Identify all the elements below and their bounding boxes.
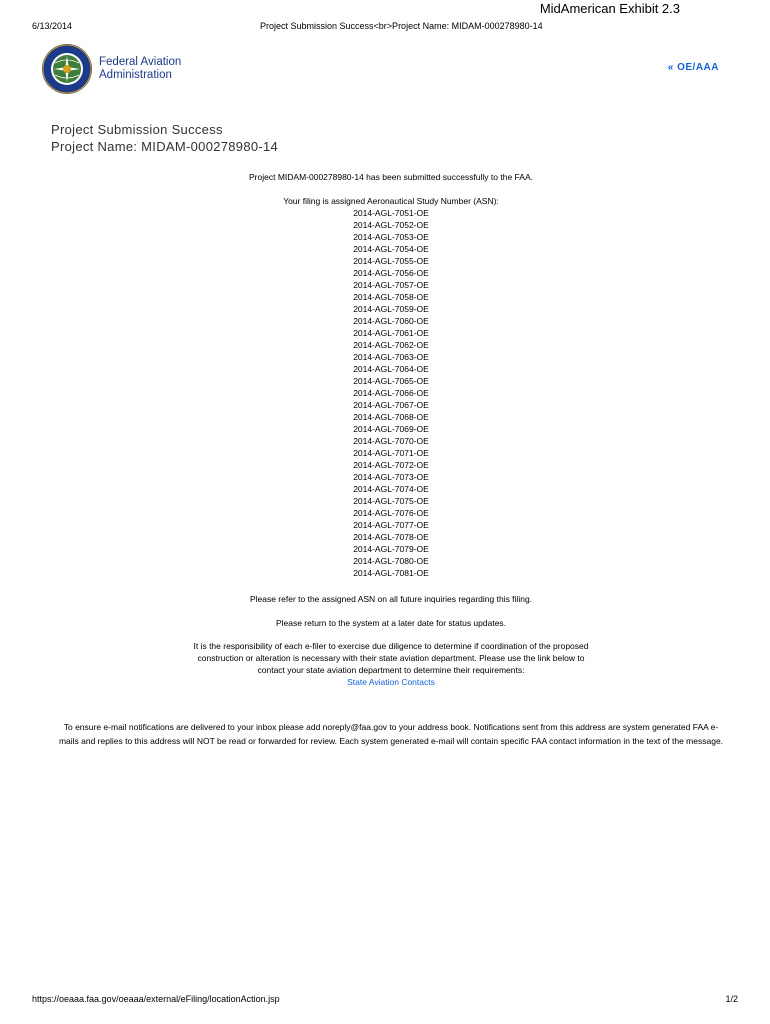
print-date: 6/13/2014 (32, 21, 73, 31)
asn-item: 2014-AGL-7077-OE (353, 520, 429, 530)
page-title-line2: Project Name: MIDAM-000278980-14 (51, 139, 279, 154)
asn-item: 2014-AGL-7058-OE (353, 292, 429, 302)
asn-item: 2014-AGL-7078-OE (353, 532, 429, 542)
asn-item: 2014-AGL-7065-OE (353, 376, 429, 386)
faa-seal-logo (41, 43, 93, 95)
asn-item: 2014-AGL-7055-OE (353, 256, 429, 266)
asn-item: 2014-AGL-7081-OE (353, 568, 429, 578)
asn-item: 2014-AGL-7056-OE (353, 268, 429, 278)
asn-item: 2014-AGL-7075-OE (353, 496, 429, 506)
oe-aaa-link[interactable]: « OE/AAA (667, 62, 719, 73)
asn-item: 2014-AGL-7072-OE (353, 460, 429, 470)
asn-item: 2014-AGL-7069-OE (353, 424, 429, 434)
asn-item: 2014-AGL-7053-OE (353, 232, 429, 242)
responsibility-line3: contact your state aviation department to determine their requirements: (257, 665, 525, 675)
page-number: 1/2 (725, 994, 738, 1004)
asn-item: 2014-AGL-7066-OE (353, 388, 429, 398)
submitted-message: Project MIDAM-000278980-14 has been submitted successfully to the FAA. (249, 172, 533, 182)
responsibility-notice (30, 640, 752, 688)
asn-item: 2014-AGL-7063-OE (353, 352, 429, 362)
refer-message: Please refer to the assigned ASN on all future inquiries regarding this filing. (249, 594, 533, 604)
asn-item: 2014-AGL-7060-OE (353, 316, 429, 326)
page-title (51, 121, 278, 155)
asn-item: 2014-AGL-7054-OE (353, 244, 429, 254)
asn-item: 2014-AGL-7051-OE (353, 208, 429, 218)
page-title-line1: Project Submission Success (51, 122, 223, 137)
agency-name-line1: Federal Aviation (99, 56, 182, 68)
asn-item: 2014-AGL-7067-OE (353, 400, 429, 410)
print-page-title: Project Submission Success<br>Project Name: MIDAM-000278980-14 (260, 21, 543, 31)
asn-item: 2014-AGL-7064-OE (353, 364, 429, 374)
footer-url: https://oeaaa.faa.gov/oeaaa/external/eFiling/locationAction.jsp (32, 994, 280, 1004)
asn-item: 2014-AGL-7071-OE (353, 448, 429, 458)
responsibility-line2: construction or alteration is necessary with their state aviation department. Please use the link below to (197, 653, 585, 663)
asn-item: 2014-AGL-7080-OE (353, 556, 429, 566)
asn-intro: Your filing is assigned Aeronautical Study Number (ASN): (283, 196, 499, 206)
asn-item: 2014-AGL-7074-OE (353, 484, 429, 494)
asn-item: 2014-AGL-7068-OE (353, 412, 429, 422)
state-aviation-contacts-link[interactable]: State Aviation Contacts (347, 677, 435, 687)
asn-list (30, 207, 752, 579)
asn-item: 2014-AGL-7057-OE (353, 280, 429, 290)
responsibility-line1: It is the responsibility of each e-filer to exercise due diligence to determine if coordination of the proposed (193, 641, 589, 651)
email-notice: To ensure e-mail notifications are delivered to your inbox please add noreply@faa.gov to your address book. Notifications sent from this address are system generated FAA e-mails and replies to this address will NOT be read or forwarded for review. Each system generated e-mail will contain specific FAA contact information in the text of the message. (58, 722, 724, 746)
asn-item: 2014-AGL-7062-OE (353, 340, 429, 350)
asn-item: 2014-AGL-7059-OE (353, 304, 429, 314)
return-message: Please return to the system at a later date for status updates. (275, 618, 507, 628)
agency-name-line2: Administration (99, 69, 172, 81)
asn-item: 2014-AGL-7061-OE (353, 328, 429, 338)
asn-item: 2014-AGL-7073-OE (353, 472, 429, 482)
asn-item: 2014-AGL-7079-OE (353, 544, 429, 554)
asn-section (30, 195, 752, 579)
asn-item: 2014-AGL-7076-OE (353, 508, 429, 518)
asn-item: 2014-AGL-7052-OE (353, 220, 429, 230)
exhibit-label: MidAmerican Exhibit 2.3 (539, 1, 680, 16)
asn-item: 2014-AGL-7070-OE (353, 436, 429, 446)
agency-name (99, 56, 181, 82)
